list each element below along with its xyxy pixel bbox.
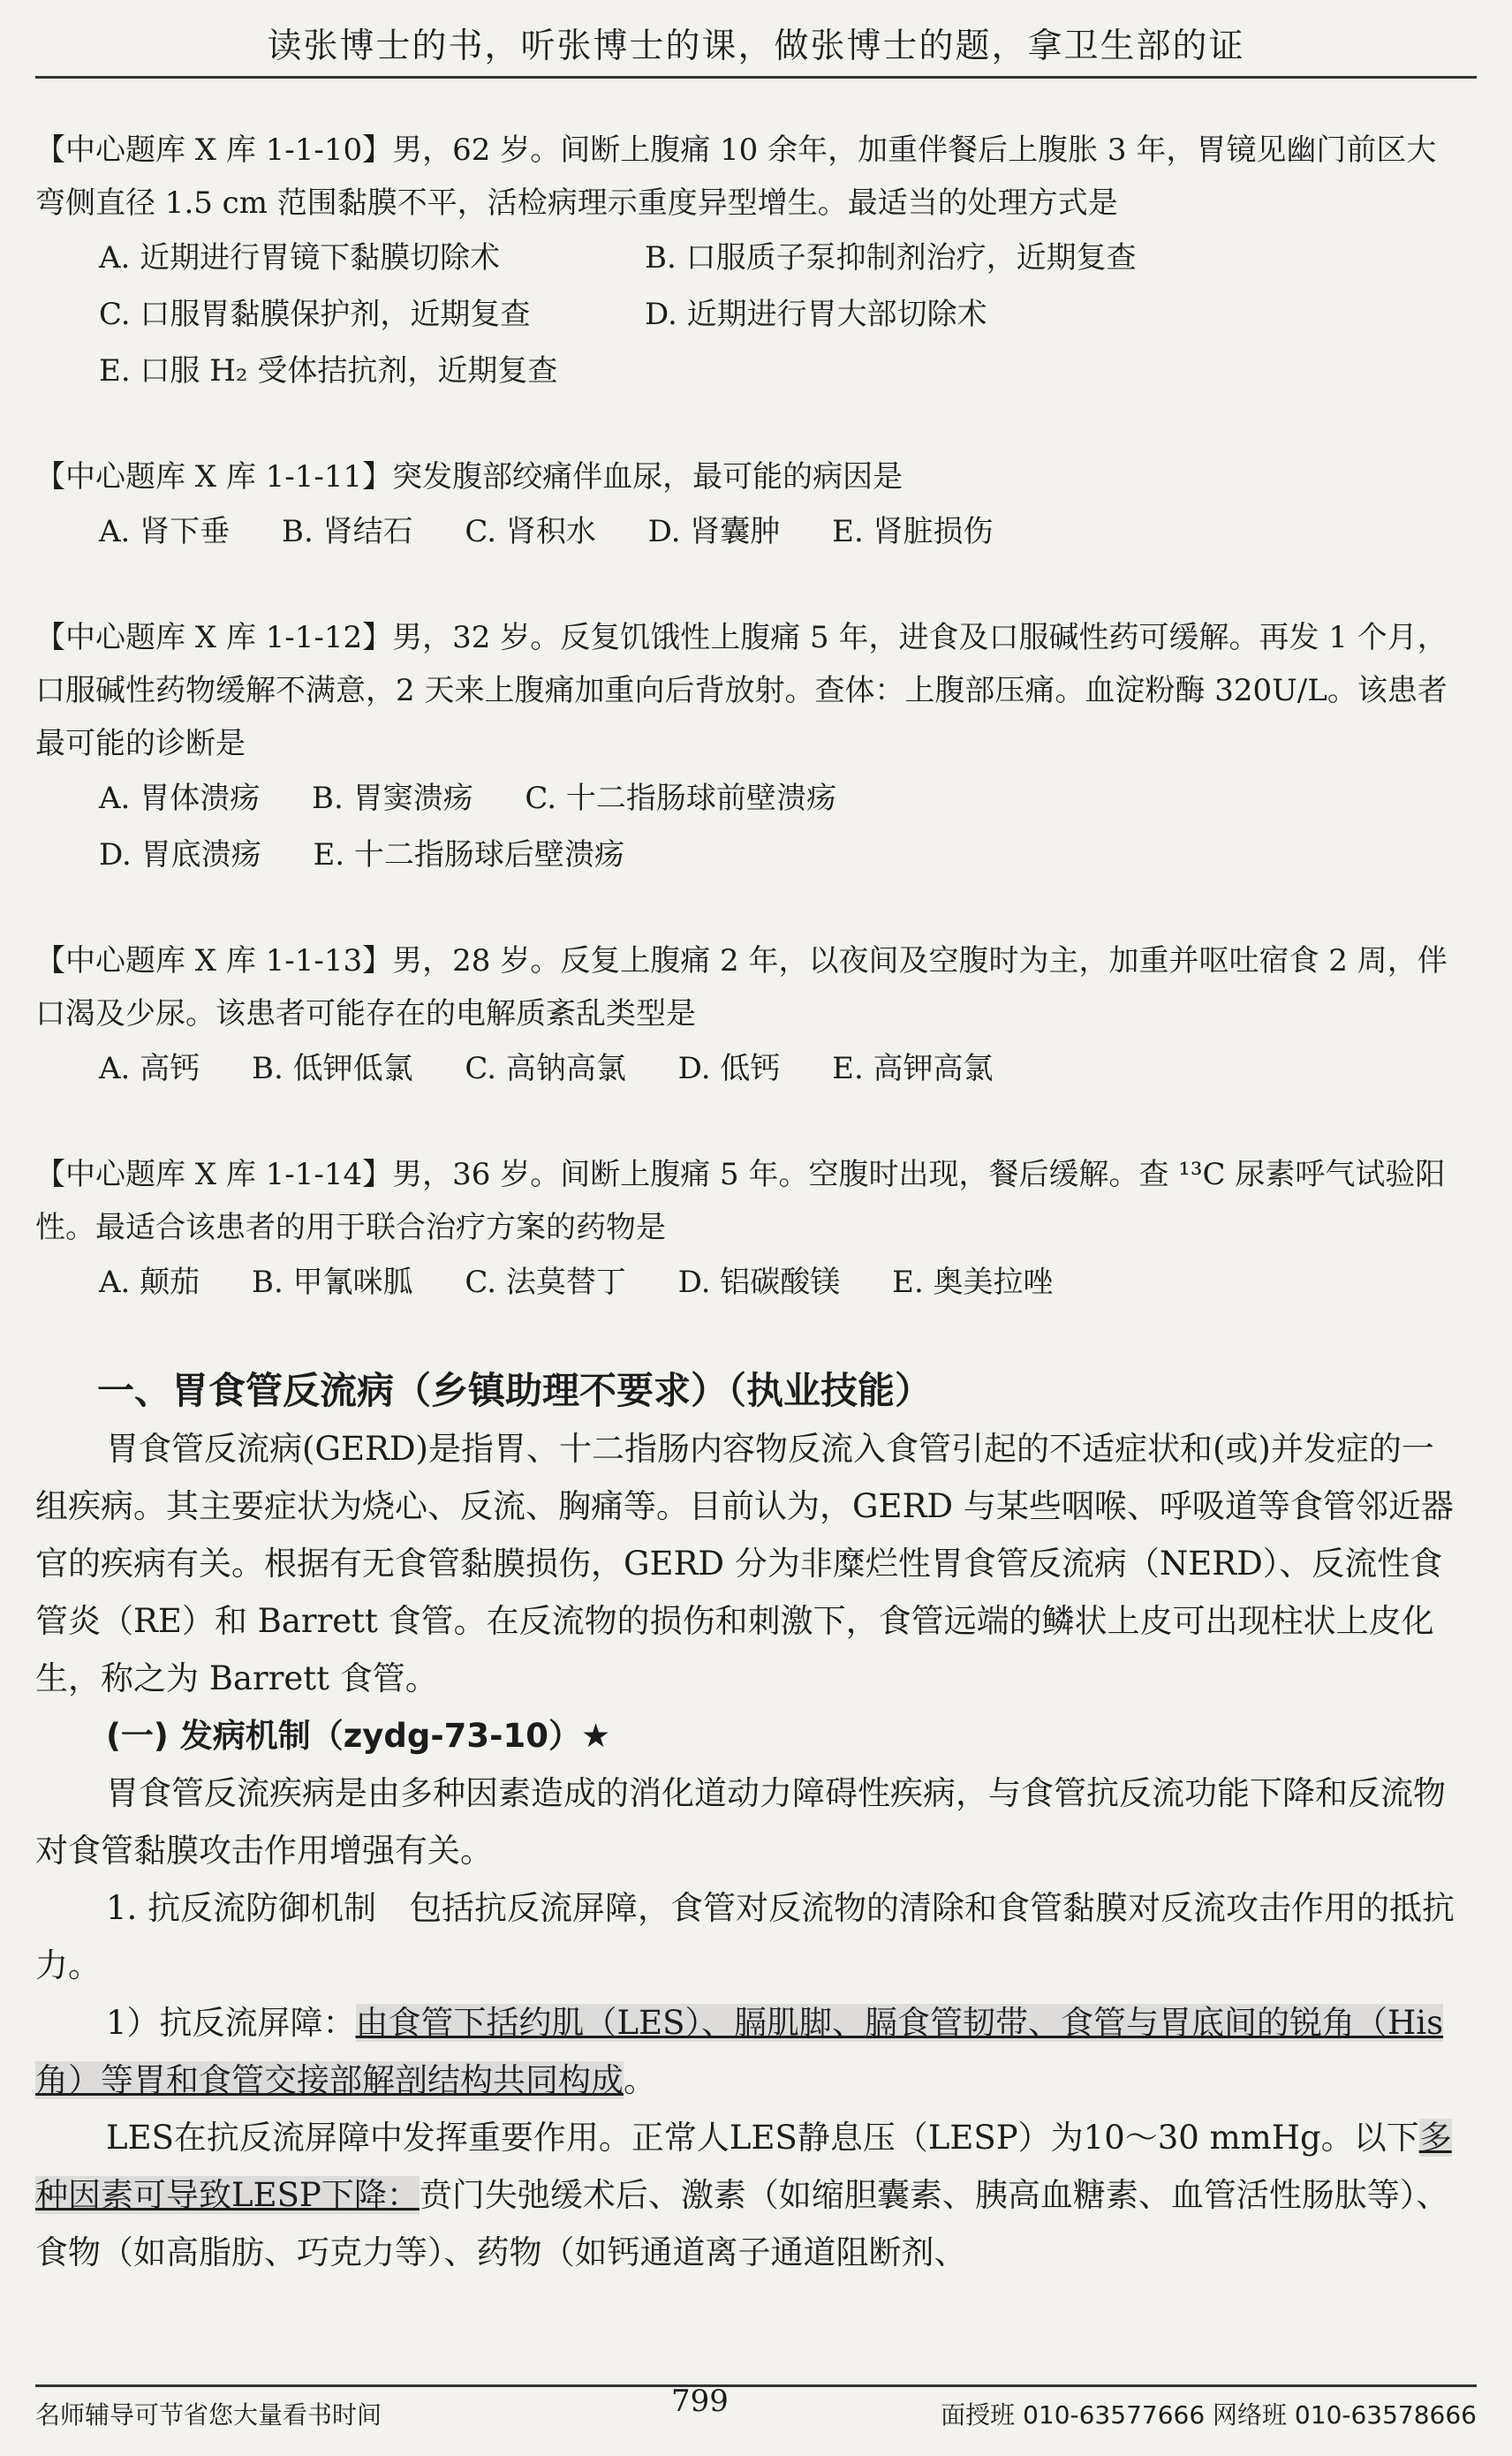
option-d: D. 铝碳酸镁 bbox=[677, 1265, 841, 1300]
option-a: A. 颠茄 bbox=[99, 1265, 200, 1300]
point-1a-label: 1）抗反流屏障： bbox=[106, 2004, 356, 2042]
option-list bbox=[35, 1040, 1459, 1097]
question-block bbox=[35, 934, 1459, 1097]
page-header bbox=[35, 18, 1477, 79]
option-d: D. 低钙 bbox=[677, 1051, 781, 1086]
mechanism-intro: 胃食管反流疾病是由多种因素造成的消化道动力障碍性疾病，与食管抗反流功能下降和反流物对食管黏膜攻击作用增强有关。 bbox=[35, 1774, 1446, 1870]
header-title: 读张博士的书，听张博士的课，做张博士的题，拿卫生部的证 bbox=[267, 26, 1245, 66]
option-a: A. 近期进行胃镜下黏膜切除术 bbox=[99, 240, 501, 276]
les-paragraph bbox=[35, 2109, 1459, 2281]
footer-contact: 面授班 010-63577666 网络班 010-63578666 bbox=[941, 2400, 1477, 2430]
question-stem: 【中心题库 X 库 1-1-14】男，36 岁。间断上腹痛 5 年。空腹时出现，餐后缓解。查 ¹³C 尿素呼气试验阳性。最适合该患者的用于联合治疗方案的药物是 bbox=[35, 1157, 1446, 1245]
question-stem: 【中心题库 X 库 1-1-13】男，28 岁。反复上腹痛 2 年，以夜间及空腹时为主，加重并呕吐宿食 2 周，伴口渴及少尿。该患者可能存在的电解质紊乱类型是 bbox=[35, 943, 1448, 1032]
option-c: C. 十二指肠球前壁溃疡 bbox=[525, 781, 836, 816]
option-list bbox=[35, 503, 1459, 560]
question-block bbox=[35, 611, 1459, 883]
option-a: A. 高钙 bbox=[99, 1051, 200, 1086]
question-stem: 【中心题库 X 库 1-1-10】男，62 岁。间断上腹痛 10 余年，加重伴餐后上腹胀 3 年，胃镜见幽门前区大弯侧直径 1.5 cm 范围黏膜不平，活检病理示重度异型增生。最适当的处理方式是 bbox=[35, 132, 1437, 221]
point-1a-highlight: 由食管下括约肌（LES）、膈肌脚、膈食管韧带、食管与胃底间的锐角（His角）等胃和食管交接部解剖结构共同构成 bbox=[35, 2004, 1444, 2099]
option-d: D. 近期进行胃大部切除术 bbox=[645, 297, 987, 332]
option-c: C. 高钠高氯 bbox=[465, 1051, 626, 1086]
option-e: E. 十二指肠球后壁溃疡 bbox=[313, 837, 624, 873]
les-highlight: 多种因素可导致LESP下降： bbox=[35, 2119, 1452, 2214]
option-e: E. 肾脏损伤 bbox=[832, 514, 994, 549]
section-title: 一、胃食管反流病（乡镇助理不要求）（执业技能） bbox=[97, 1369, 933, 1412]
option-list bbox=[35, 230, 1459, 399]
option-a: A. 胃体溃疡 bbox=[99, 781, 261, 816]
option-e: E. 口服 H₂ 受体拮抗剂，近期复查 bbox=[99, 353, 558, 389]
les-text-a: LES在抗反流屏障中发挥重要作用。正常人LES静息压（LESP）为10～30 mmHg。以下 bbox=[106, 2119, 1419, 2157]
option-c: C. 肾积水 bbox=[465, 514, 596, 549]
option-b: B. 甲氰咪胍 bbox=[251, 1265, 413, 1300]
option-e: E. 奥美拉唑 bbox=[892, 1265, 1054, 1300]
point-1: 1. 抗反流防御机制 包括抗反流屏障，食管对反流物的清除和食管黏膜对反流攻击作用的抵抗力。 bbox=[35, 1889, 1455, 1984]
section-intro: 胃食管反流病(GERD)是指胃、十二指肠内容物反流入食管引起的不适症状和(或)并发症的一组疾病。其主要症状为烧心、反流、胸痛等。目前认为，GERD 与某些咽喉、呼吸道等食管邻近器官的疾病有关。根据有无食管黏膜损伤，GERD 分为非糜烂性胃食管反流病（NERD）、反流性食管炎（RE）和 Barrett 食管。在反流物的损伤和刺激下，食管远端的鳞状上皮可出现柱状上皮化生，称之为 Barrett 食管。 bbox=[35, 1430, 1454, 1697]
point-1a-end: 。 bbox=[624, 2061, 656, 2099]
question-block bbox=[35, 450, 1459, 560]
page-footer bbox=[35, 2384, 1477, 2437]
page-content bbox=[35, 124, 1459, 2281]
point-1a bbox=[35, 1994, 1459, 2109]
option-b: B. 口服质子泵抑制剂治疗，近期复查 bbox=[645, 240, 1137, 276]
option-d: D. 胃底溃疡 bbox=[99, 837, 261, 873]
page-number: 799 bbox=[671, 2384, 729, 2419]
option-b: B. 胃窦溃疡 bbox=[311, 781, 473, 816]
option-list bbox=[35, 1254, 1459, 1311]
question-block bbox=[35, 124, 1459, 399]
question-block bbox=[35, 1148, 1459, 1311]
option-c: C. 口服胃黏膜保护剂，近期复查 bbox=[99, 297, 531, 332]
option-e: E. 高钾高氯 bbox=[832, 1051, 994, 1086]
option-d: D. 肾囊肿 bbox=[647, 514, 781, 549]
option-b: B. 肾结石 bbox=[281, 514, 413, 549]
les-text-b: 贲门失弛缓术后、激素（如缩胆囊素、胰高血糖素、血管活性肠肽等）、食物（如高脂肪、巧克力等）、药物（如钙通道离子通道阻断剂、 bbox=[35, 2176, 1449, 2271]
option-c: C. 法莫替丁 bbox=[465, 1265, 626, 1300]
question-stem: 【中心题库 X 库 1-1-12】男，32 岁。反复饥饿性上腹痛 5 年，进食及口服碱性药可缓解。再发 1 个月，口服碱性药物缓解不满意，2 天来上腹痛加重向后背放射。查体：上腹部压痛。血淀粉酶 320U/L。该患者最可能的诊断是 bbox=[35, 620, 1448, 761]
option-b: B. 低钾低氯 bbox=[251, 1051, 413, 1086]
subsection-title: (一) 发病机制（zydg-73-10）★ bbox=[106, 1717, 611, 1755]
question-stem: 【中心题库 X 库 1-1-11】突发腹部绞痛伴血尿，最可能的病因是 bbox=[35, 459, 903, 495]
option-list bbox=[35, 770, 1459, 883]
footer-slogan: 名师辅导可节省您大量看书时间 bbox=[35, 2400, 382, 2430]
option-a: A. 肾下垂 bbox=[99, 514, 231, 549]
